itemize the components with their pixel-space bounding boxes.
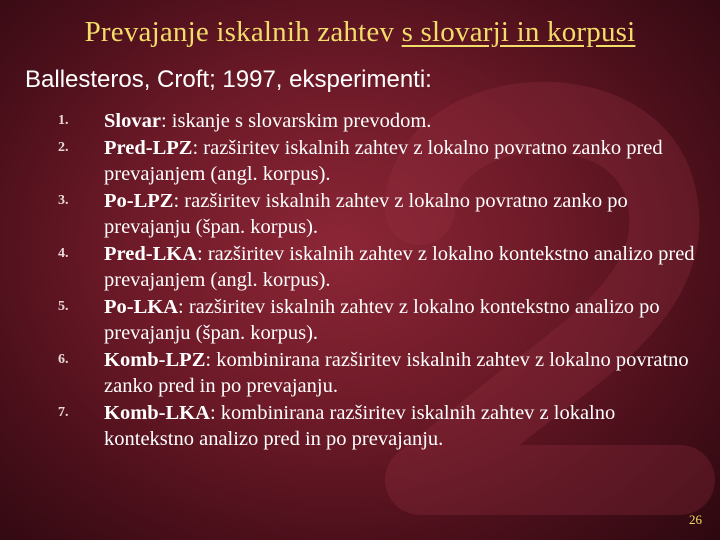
list-item (0, 108, 704, 135)
title-underlined: s slovarji in korpusi (401, 16, 636, 48)
experiment-list (0, 108, 704, 453)
item-text: : kombinirana razširitev iskalnih zahtev z lokalno kontekstno analizo pred in po prevajanju. (104, 401, 616, 450)
item-number: 1. (58, 113, 69, 128)
item-text: : kombinirana razširitev iskalnih zahtev z lokalno povratno zanko pred in po prevajanju. (104, 348, 689, 397)
item-text: : razširitev iskalnih zahtev z lokalno povratno zanko po prevajanju (špan. korpus). (104, 189, 628, 238)
slide-title (0, 16, 720, 49)
item-term: Pred-LKA (104, 242, 198, 265)
item-number: 7. (58, 404, 69, 420)
item-text: : iskanje s slovarskim prevodom. (160, 110, 432, 132)
list-item (0, 400, 704, 453)
list-item (0, 241, 704, 294)
item-text: : razširitev iskalnih zahtev z lokalno kontekstno analizo pred prevajanjem (angl. korpus). (104, 242, 695, 291)
item-number: 5. (58, 298, 69, 314)
item-term: Po-LPZ (104, 189, 174, 212)
list-item (0, 347, 704, 400)
item-text: : razširitev iskalnih zahtev z lokalno povratno zanko pred prevajanjem (angl. korpus). (104, 136, 663, 185)
item-number: 2. (58, 139, 69, 155)
list-item (0, 188, 704, 241)
item-number: 4. (58, 245, 69, 261)
list-item (0, 135, 704, 188)
item-term: Komb-LPZ (104, 348, 206, 371)
item-number: 6. (58, 351, 69, 367)
item-term: Pred-LPZ (104, 136, 193, 159)
item-term: Slovar (104, 110, 161, 132)
page-number: 26 (689, 512, 702, 527)
item-text: : razširitev iskalnih zahtev z lokalno kontekstno analizo po prevajanju (špan. korpus). (104, 295, 660, 344)
slide-subtitle: Ballesteros, Croft; 1997, eksperimenti: (25, 66, 432, 93)
item-number: 3. (58, 192, 69, 208)
item-term: Po-LKA (104, 295, 179, 318)
title-main: Prevajanje iskalnih zahtev (84, 16, 402, 48)
item-term: Komb-LKA (104, 401, 210, 424)
list-item (0, 294, 704, 347)
